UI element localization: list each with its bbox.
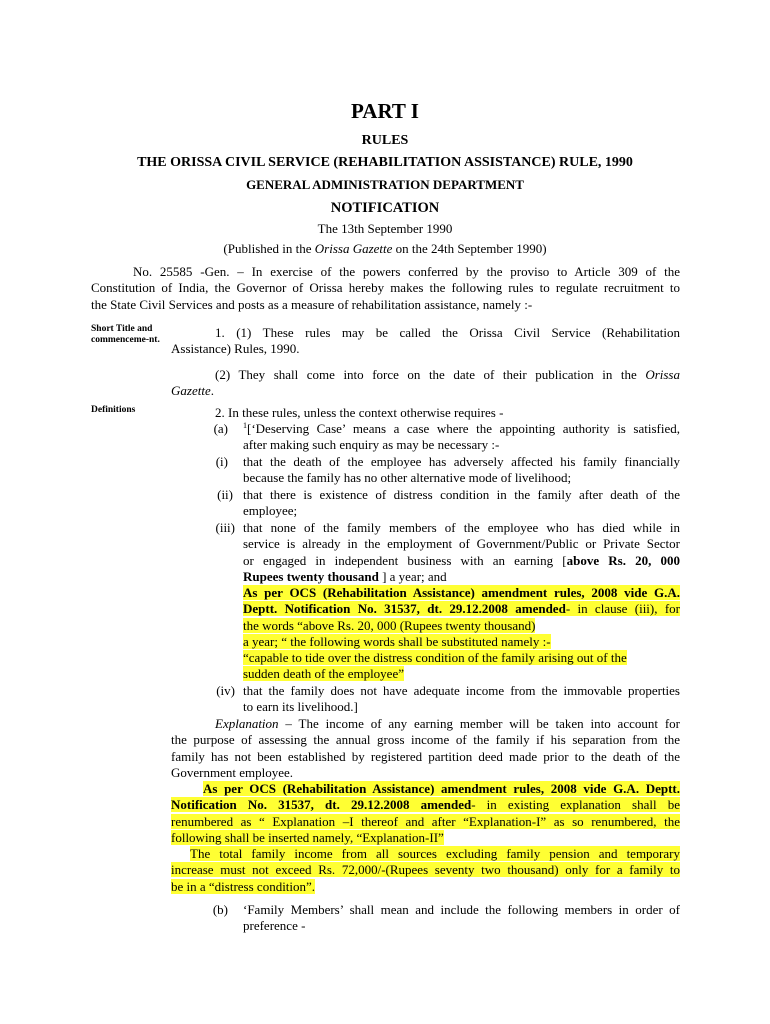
clause-a-label: (a) <box>213 421 228 436</box>
clause-a: $^1$[‘Deserving Case’ means a case where the appointing authority is satisfied, after making such enquiry as may be necessary :- <box>243 421 680 453</box>
clause-i-label: (i) <box>215 454 228 469</box>
notification-date: The 13th September 1990 <box>317 221 453 236</box>
clause-b-label: (b) <box>212 902 228 917</box>
notification-heading: NOTIFICATION <box>330 200 440 216</box>
margin-note-short-title: Short Title and commenceme-nt. <box>91 324 160 345</box>
clause-b: ‘Family Members’ shall mean and include the following members in order of preference - <box>243 902 680 934</box>
document-title: THE ORISSA CIVIL SERVICE (REHABILITATION ASSISTANCE) RULE, 1990 <box>137 155 633 170</box>
part-heading: PART I <box>351 99 419 123</box>
clause-iii-label: (iii) <box>215 520 235 535</box>
rule-2-intro: 2. In these rules, unless the context otherwise requires - <box>215 405 504 420</box>
clause-i: that the death of the employee has adversely affected his family financially because the family has no other alternative mode of livelihood; <box>243 454 680 486</box>
clause-iii: that none of the family members of the employee who has died while in service is already in the employment of Government/Public or Private Sector or engaged in independent business with an earning [above Rs. 20, 000 Rupees twenty thousand ] a year; and <box>243 520 680 584</box>
clause-ii-label: (ii) <box>217 487 233 502</box>
rule-1: 1. (1) These rules may be called the Orissa Civil Service (Rehabilitation Assistance) Rules, 1990. <box>171 325 680 357</box>
clause-iv-label: (iv) <box>216 683 235 698</box>
rules-heading: RULES <box>361 133 409 148</box>
clause-ii: that there is existence of distress condition in the family after death of the employee; <box>243 487 680 519</box>
publication-note: (Published in the Orissa Gazette on the 24th September 1990) <box>223 241 547 256</box>
margin-note-definitions: Definitions <box>91 405 136 415</box>
amendment-note-1: As per OCS (Rehabilitation Assistance) amendment rules, 2008 vide G.A. Deptt. Notification No. 31537, dt. 29.12.2008 amended- in clause (iii), for the words “above Rs. 20, 000 (Rupees twenty thousand) a year; “ the following words shall be substituted namely :- “capable to tide over the distress condition of the family arising out of the sudden death of the employee” <box>243 585 680 682</box>
amendment-note-2: As per OCS (Rehabilitation Assistance) amendment rules, 2008 vide G.A. Deptt. Notification No. 31537, dt. 29.12.2008 amended- in existing explanation shall be renumbered as “ Explanation –I thereof and after “Explanation-I” as so renumbered, the following shall be inserted namely, “Explanation-II” The total family income from all sources excluding family pension and temporary increase must not exceed Rs. 72,000/-(Rupees seventy two thousand) only for a family to be in a “distress condition”. <box>171 781 681 894</box>
department-heading: GENERAL ADMINISTRATION DEPARTMENT <box>246 177 524 192</box>
clause-iv: that the family does not have adequate income from the immovable properties to earn its livelihood.] <box>243 683 680 715</box>
preamble: No. 25585 -Gen. – In exercise of the powers conferred by the proviso to Article 309 of the Constitution of India, the Governor of Orissa hereby makes the following rules to regulate recruitment to the State Civil Services and posts as a measure of rehabilitation assistance, namely :- <box>91 264 680 312</box>
explanation: Explanation – The income of any earning member will be taken into account for the purpose of assessing the annual gross income of the family if his separation from the family has not been established by registered partition deed made prior to the death of the Government employee. <box>171 716 680 780</box>
rule-1-sub-2: (2) They shall come into force on the date of their publication in the Orissa Gazette. <box>171 367 680 399</box>
